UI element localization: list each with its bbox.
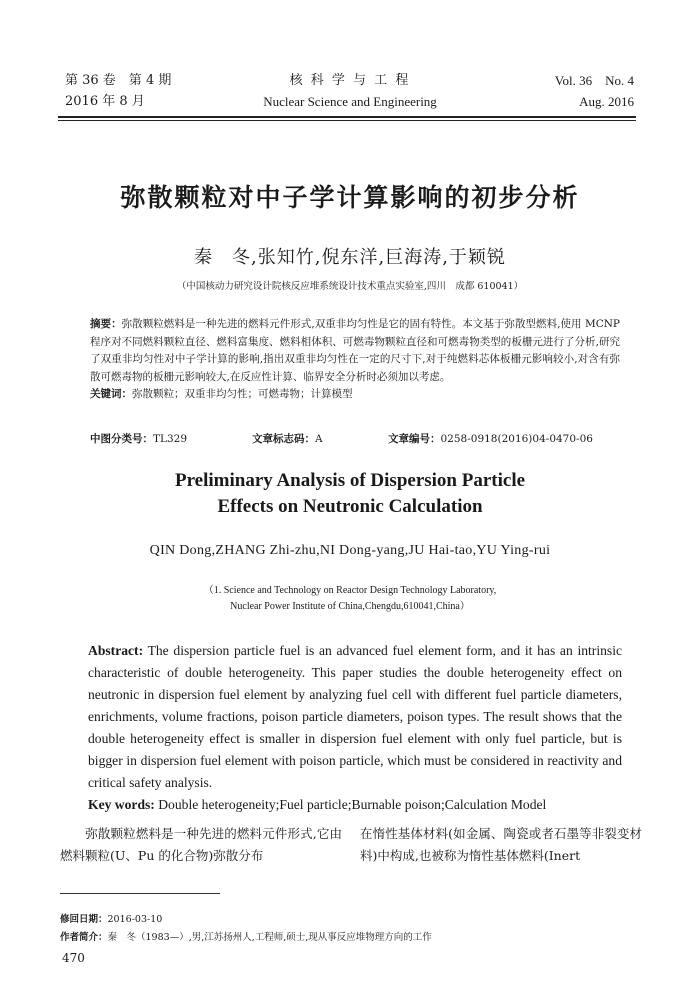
- abstract-en-label: Abstract:: [88, 643, 144, 658]
- paper-title-en-line2: Effects on Neutronic Calculation: [217, 496, 483, 517]
- article-number: [388, 431, 593, 446]
- author-bio-label: 作者简介：: [60, 932, 108, 943]
- body-right-column: 在惰性基体材料(如金属、陶瓷或者石墨等非裂变材料)中构成,也被称为惰性基体燃料(Inert: [360, 826, 642, 863]
- affiliation-cn: （中国核动力研究设计院核反应堆系统设计技术重点实验室,四川 成都 610041）: [176, 281, 524, 292]
- abstract-cn-text: 弥散颗粒燃料是一种先进的燃料元件形式,双重非均匀性是它的固有特性。本文基于弥散型燃料,使用 MCNP 程序对不同燃料颗粒直径、燃料富集度、燃料相体积、可燃毒物颗粒直径和可燃毒物类型的板栅元进行了分析,研究了双重非均匀性对中子学计算的影响,指出双重非均匀性在一定的尺寸下,对于纯燃料芯体板栅元影响较小,对含有弥散可燃毒物的板栅元影响较大,在反应性计算、临界安全分析时必须加以考虑。: [90, 318, 620, 383]
- footnote-rule: [60, 893, 220, 894]
- abstract-cn: [90, 316, 620, 404]
- header-rule-thick: [58, 116, 636, 118]
- keywords-en-label: Key words:: [88, 797, 155, 812]
- header-date-cn: 2016 年 8 月: [65, 94, 145, 109]
- document-code: [252, 431, 323, 446]
- header-date-en: Aug. 2016: [579, 94, 634, 109]
- keywords-cn-label: 关键词：: [90, 388, 132, 400]
- abstract-cn-label: 摘要：: [90, 318, 122, 330]
- clc-value: TL329: [153, 433, 188, 445]
- authors-en: QIN Dong,ZHANG Zhi-zhu,NI Dong-yang,JU Hai-tao,YU Ying-rui: [149, 543, 551, 558]
- page-number: 470: [62, 951, 85, 965]
- keywords-cn-text: 弥散颗粒；双重非均匀性；可燃毒物；计算模型: [132, 388, 353, 400]
- affiliation-en-line1: （1. Science and Technology on Reactor Design Technology Laboratory,: [203, 585, 497, 596]
- header-volume-issue-cn: 第 36 卷 第 4 期: [65, 73, 172, 88]
- abstract-en: [88, 640, 622, 816]
- footnote-author: [60, 929, 432, 943]
- doc-code-label: 文章标志码：: [252, 433, 315, 445]
- affiliation-en-line2: Nuclear Power Institute of China,Chengdu,610041,China）: [230, 601, 470, 612]
- header-journal-cn: 核 科 学 与 工 程: [289, 73, 411, 88]
- abstract-en-text: The dispersion particle fuel is an advanced fuel element form, and it has an intrinsic characteristic of double heterogeneity. This paper studies the double heterogeneity effect on neutronic in dispersion fuel element by analyzing fuel cell with different fuel particle diameters, enrichments, volume fractions, poison particle diameters, poison types. The result shows that the double heterogeneity effect is smaller in dispersion fuel element with only fuel particle, but is bigger in dispersion fuel element with poison particle, which must be considered in reactivity and critical safety analysis.: [88, 643, 622, 790]
- authors-cn: 秦 冬,张知竹,倪东洋,巨海涛,于颖锐: [194, 247, 506, 268]
- article-no-label: 文章编号：: [388, 433, 441, 445]
- clc-label: 中图分类号：: [90, 433, 153, 445]
- doc-code-value: A: [315, 433, 323, 445]
- paper-title-en-line1: Preliminary Analysis of Dispersion Particle: [174, 470, 526, 491]
- footnote-received: [60, 911, 162, 925]
- body-left-column: 弥散颗粒燃料是一种先进的燃料元件形式,它由燃料颗粒(U、Pu 的化合物)弥散分布: [60, 826, 342, 863]
- header-volume-issue-en: Vol. 36 No. 4: [554, 73, 634, 88]
- keywords-en-text: Double heterogeneity;Fuel particle;Burnable poison;Calculation Model: [158, 797, 547, 812]
- received-label: 修回日期：: [60, 914, 108, 925]
- paper-title-cn: 弥散颗粒对中子学计算影响的初步分析: [120, 183, 580, 212]
- header-rule-thin: [58, 120, 636, 121]
- clc-number: [90, 431, 187, 446]
- received-value: 2016-03-10: [107, 914, 163, 925]
- article-no-value: 0258-0918(2016)04-0470-06: [440, 433, 593, 445]
- author-bio-value: 秦 冬（1983—）,男,江苏扬州人,工程师,硕士,现从事反应堆物理方向的工作: [107, 932, 432, 943]
- header-journal-en: Nuclear Science and Engineering: [263, 94, 437, 109]
